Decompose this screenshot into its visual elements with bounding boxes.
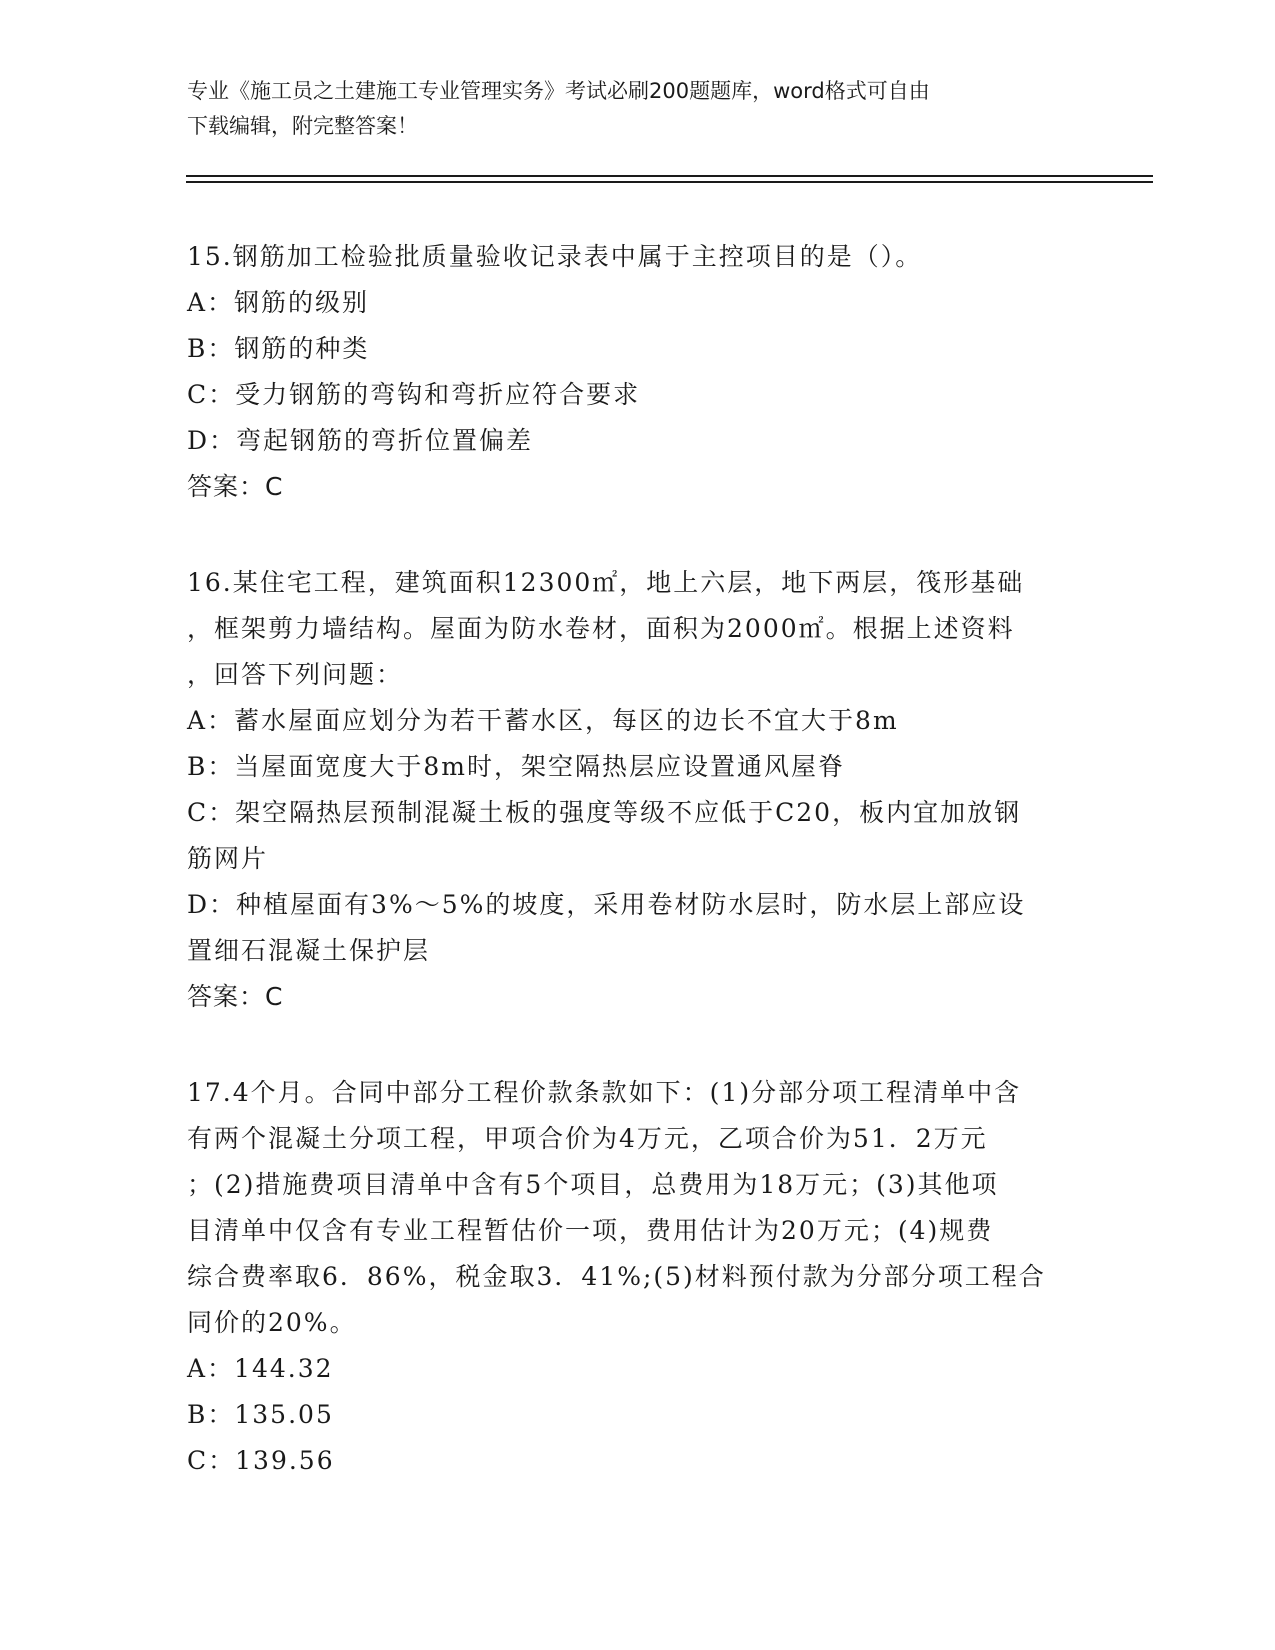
question-stem-line: ，回答下列问题： — [187, 660, 404, 689]
option-line: D：种植屋面有3%～5%的坡度，采用卷材防水层时，防水层上部应设 — [187, 890, 1026, 919]
question-stem-line: 有两个混凝土分项工程，甲项合价为4万元，乙项合价为51．2万元 — [187, 1124, 988, 1153]
header-line-2: 下载编辑，附完整答案！ — [187, 114, 418, 138]
question-stem-line: 15.钢筋加工检验批质量验收记录表中属于主控项目的是（）。 — [187, 242, 923, 271]
header-line-1: 专业《施工员之土建施工专业管理实务》考试必刷200题题库，word格式可自由 — [187, 79, 930, 103]
option-line: C：受力钢筋的弯钩和弯折应符合要求 — [187, 380, 641, 409]
option-line: B：135.05 — [187, 1400, 334, 1429]
question-block — [187, 1070, 1087, 1484]
question-stem-line: 同价的20%。 — [187, 1308, 357, 1337]
document-header — [187, 74, 1067, 144]
question-stem-line: 目清单中仅含有专业工程暂估价一项，费用估计为20万元；(4)规费 — [187, 1216, 994, 1245]
question-stem-line: ；(2)措施费项目清单中含有5个项目，总费用为18万元；(3)其他项 — [187, 1170, 999, 1199]
option-line: C：架空隔热层预制混凝土板的强度等级不应低于C20，板内宜加放钢 — [187, 798, 1022, 827]
question-stem-line: 17.4个月。合同中部分工程价款条款如下：(1)分部分项工程清单中含 — [187, 1078, 1022, 1107]
option-line: D：弯起钢筋的弯折位置偏差 — [187, 426, 534, 455]
header-divider-bottom — [186, 181, 1153, 183]
answer-line: 答案：C — [187, 982, 284, 1011]
option-line: A：144.32 — [187, 1354, 334, 1383]
question-stem-line: 16.某住宅工程，建筑面积12300㎡，地上六层，地下两层，筏形基础 — [187, 568, 1025, 597]
question-stem-line: 综合费率取6．86%，税金取3．41%;(5)材料预付款为分部分项工程合 — [187, 1262, 1046, 1291]
answer-line: 答案：C — [187, 472, 284, 501]
option-line: A：蓄水屋面应划分为若干蓄水区，每区的边长不宜大于8m — [187, 706, 899, 735]
header-divider-top — [186, 175, 1153, 177]
option-line: 置细石混凝土保护层 — [187, 936, 431, 965]
question-block — [187, 234, 1087, 510]
question-stem-line: ，框架剪力墙结构。屋面为防水卷材，面积为2000㎡。根据上述资料 — [187, 614, 1015, 643]
option-line: B：钢筋的种类 — [187, 334, 370, 363]
option-line: B：当屋面宽度大于8m时，架空隔热层应设置通风屋脊 — [187, 752, 845, 781]
question-list — [187, 234, 1087, 1534]
option-line: 筋网片 — [187, 844, 269, 873]
option-line: A：钢筋的级别 — [187, 288, 370, 317]
question-block — [187, 560, 1087, 1020]
option-line: C：139.56 — [187, 1446, 335, 1475]
